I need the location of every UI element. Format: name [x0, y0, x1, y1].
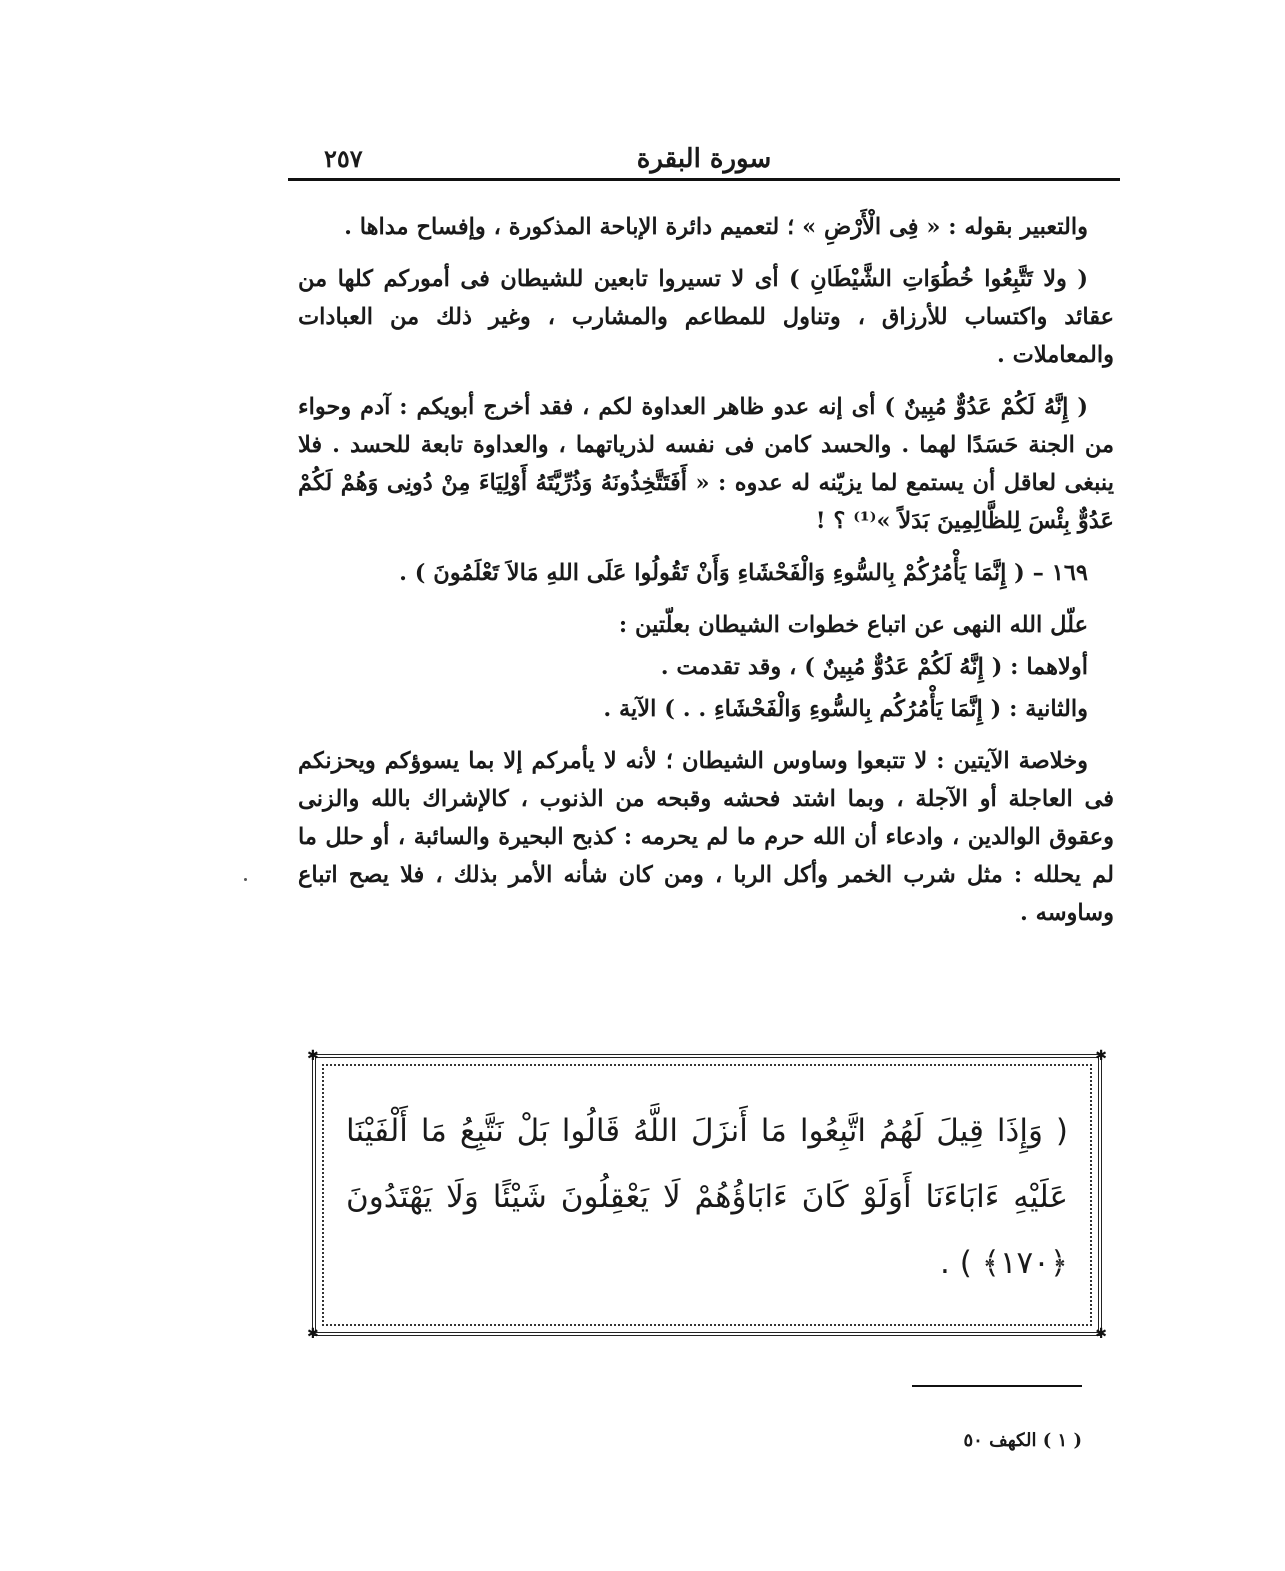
scan-speck	[244, 878, 247, 881]
commentary-body	[298, 208, 1114, 946]
ornament-star-icon: ✱	[307, 1326, 319, 1342]
surah-title: سورة البقرة	[636, 144, 772, 174]
ornament-star-icon: ✱	[1095, 1048, 1107, 1064]
summary-paragraph: وخلاصة الآيتين : لا تتبعوا وساوس الشيطان ؛ لأنه لا يأمركم إلا بما يسوؤكم ويحزنكم فى العاجلة أو الآجلة ، وبما اشتد فحشه وقبحه من الذنوب ، كالإشراك بالله والزنى وعقوق الوالدين ، وادعاء أن الله حرم ما لم يحرمه : كذبح البحيرة والسائبة ، أو حلل ما لم يحلله : مثل شرب الخمر وأكل الربا ، ومن كان شأنه الأمر بذلك ، فلا يصح اتباع وساوسه .	[298, 748, 1114, 926]
quran-verse-box	[307, 1048, 1107, 1342]
verse-170-text: ( وَإِذَا قِيلَ لَهُمُ اتَّبِعُوا مَا أَنزَلَ اللَّهُ قَالُوا بَلْ نَتَّبِعُ مَا أَلْفَيْنَا عَلَيْهِ ءَابَاءَنَا أَوَلَوْ كَانَ ءَابَاؤُهُمْ لَا يَعْقِلُونَ شَيْئًا وَلَا يَهْتَدُونَ ﴿١٧٠﴾ ) .	[346, 1113, 1068, 1281]
footnote-divider	[912, 1385, 1082, 1387]
page-number: ٢٥٧	[324, 144, 363, 173]
paragraph-footsteps: ( ولا تَتَّبِعُوا خُطُوَاتِ الشَّيْطَانِ ) أى لا تسيروا تابعين للشيطان فى أموركم كلها من عقائد واكتساب للأرزاق ، وتناول للمطاعم والمشارب ، وغير ذلك من العبادات والمعاملات .	[298, 266, 1114, 368]
reason-first: أولاهما : ( إِنَّهُ لَكُمْ عَدُوٌّ مُبِينٌ ) ، وقد تقدمت .	[660, 654, 1088, 680]
header-divider	[288, 178, 1120, 181]
reasons-intro: علّل الله النهى عن اتباع خطوات الشيطان بعلّتين :	[618, 612, 1088, 638]
footnote: ( ١ ) الكهف ٥٠	[963, 1430, 1082, 1451]
reason-second: والثانية : ( إِنَّمَا يَأْمُرُكُم بِالسُّوءِ وَالْفَحْشَاءِ . . ) الآية .	[603, 696, 1088, 722]
page-header	[288, 140, 1120, 180]
paragraph-enemy: ( إِنَّهُ لَكُمْ عَدُوٌّ مُبِينٌ ) أى إنه عدو ظاهر العداوة لكم ، فقد أخرج أبويكم : آدم وحواء من الجنة حَسَدًا لهما . والحسد كامن فى نفسه لذرياتهما ، والعداوة تابعة للحسد . فلا ينبغى لعاقل أن يستمع لما يزيّنه له عدوه : « أَفَتَتَّخِذُونَهُ وَذُرِّيَّتَهُ أَوْلِيَاءَ مِنْ دُونِى وَهُمْ لَكُمْ عَدُوٌّ بِئْسَ لِلظَّالِمِينَ بَدَلاً »⁽¹⁾ ؟ !	[298, 394, 1114, 534]
verse-169-line: ١٦٩ – ( إِنَّمَا يَأْمُرُكُمْ بِالسُّوءِ وَالْفَحْشَاءِ وَأَنْ تَقُولُوا عَلَى اللهِ مَالاَ تَعْلَمُونَ ) .	[399, 560, 1088, 586]
ornament-star-icon: ✱	[307, 1048, 319, 1064]
ornament-star-icon: ✱	[1095, 1326, 1107, 1342]
paragraph-earth: والتعبير بقوله : « فِى الْأَرْضِ » ؛ لتعميم دائرة الإباحة المذكورة ، وإفساح مداها .	[344, 214, 1088, 240]
